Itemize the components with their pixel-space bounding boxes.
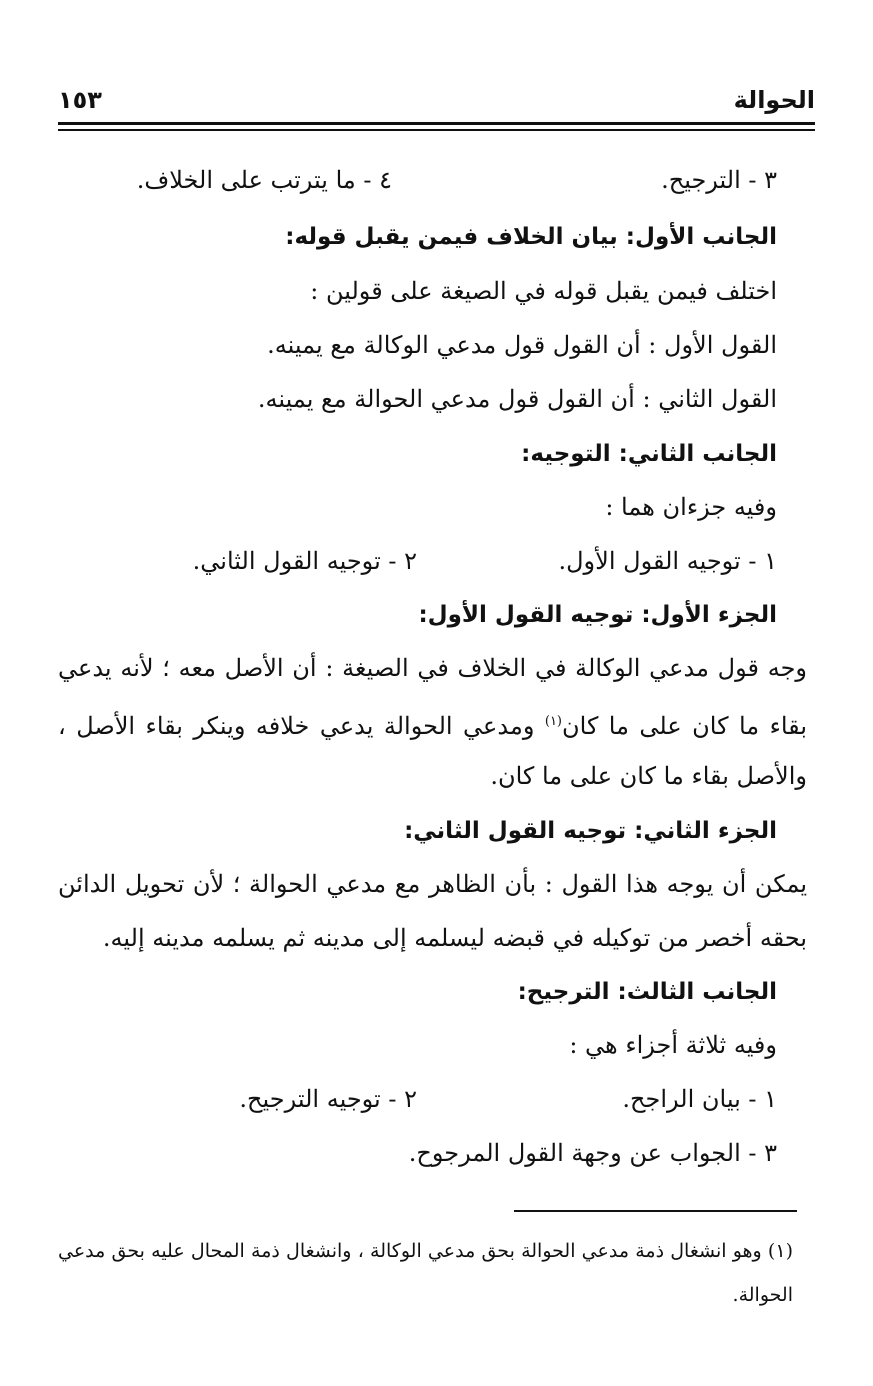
text-line: القول الثاني : أن القول قول مدعي الحوالة مع يمينه.: [257, 385, 777, 413]
text-line: القول الأول : أن القول قول مدعي الوكالة مع يمينه.: [267, 331, 777, 359]
text-line: بحقه أخصر من توكيله في قبضه ليسلمه إلى مدينه ثم يسلمه مدينه إليه.: [102, 924, 807, 952]
list-item: ٣ - الجواب عن وجهة القول المرجوح.: [408, 1139, 777, 1167]
text-segment: ومدعي الحوالة يدعي خلافه وينكر بقاء الأصل ،: [58, 712, 545, 740]
text-line: يمكن أن يوجه هذا القول : بأن الظاهر مع مدعي الحوالة ؛ لأن تحويل الدائن: [58, 870, 807, 898]
intro-items-row: [58, 164, 777, 196]
section2-items-row: [58, 545, 777, 577]
footnote-marker: (١): [544, 714, 562, 729]
running-title: الحوالة: [733, 86, 815, 114]
list-item: ٤ - ما يترتب على الخلاف.: [136, 166, 392, 194]
text-line: وفيه جزءان هما :: [605, 493, 777, 521]
text-line-with-footnote: [58, 706, 807, 742]
subsection-heading: الجزء الأول: توجيه القول الأول:: [418, 602, 777, 628]
header-rule-thin: [58, 129, 815, 131]
list-item: ٣ - الترجيح.: [661, 166, 777, 194]
text-line: وفيه ثلاثة أجزاء هي :: [569, 1031, 777, 1059]
footnote-separator: [514, 1210, 797, 1212]
text-line: والأصل بقاء ما كان على ما كان.: [490, 762, 807, 790]
page-number: ١٥٣: [58, 86, 102, 114]
text-line: وجه قول مدعي الوكالة في الخلاف في الصيغة : أن الأصل معه ؛ لأنه يدعي: [58, 654, 808, 682]
list-item: ٢ - توجيه الترجيح.: [239, 1085, 417, 1113]
section-heading: الجانب الثاني: التوجيه:: [521, 441, 777, 467]
section-heading: الجانب الثالث: الترجيح:: [517, 979, 777, 1005]
list-item: ١ - بيان الراجح.: [622, 1085, 777, 1113]
footnote-line: الحوالة.: [732, 1284, 793, 1306]
section3-items-row: [58, 1083, 777, 1115]
section-heading: الجانب الأول: بيان الخلاف فيمن يقبل قوله:: [285, 224, 777, 250]
header-rule-thick: [58, 122, 815, 125]
list-item: ١ - توجيه القول الأول.: [558, 547, 777, 575]
subsection-heading: الجزء الثاني: توجيه القول الثاني:: [404, 818, 777, 844]
text-line: اختلف فيمن يقبل قوله في الصيغة على قولين :: [310, 277, 777, 305]
page-header: [58, 86, 815, 120]
list-item: ٢ - توجيه القول الثاني.: [192, 547, 417, 575]
footnote-line: (١) وهو انشغال ذمة مدعي الحوالة بحق مدعي الوكالة ، وانشغال ذمة المحال عليه بحق مدعي: [58, 1240, 793, 1262]
text-segment: بقاء ما كان على ما كان: [562, 712, 807, 740]
